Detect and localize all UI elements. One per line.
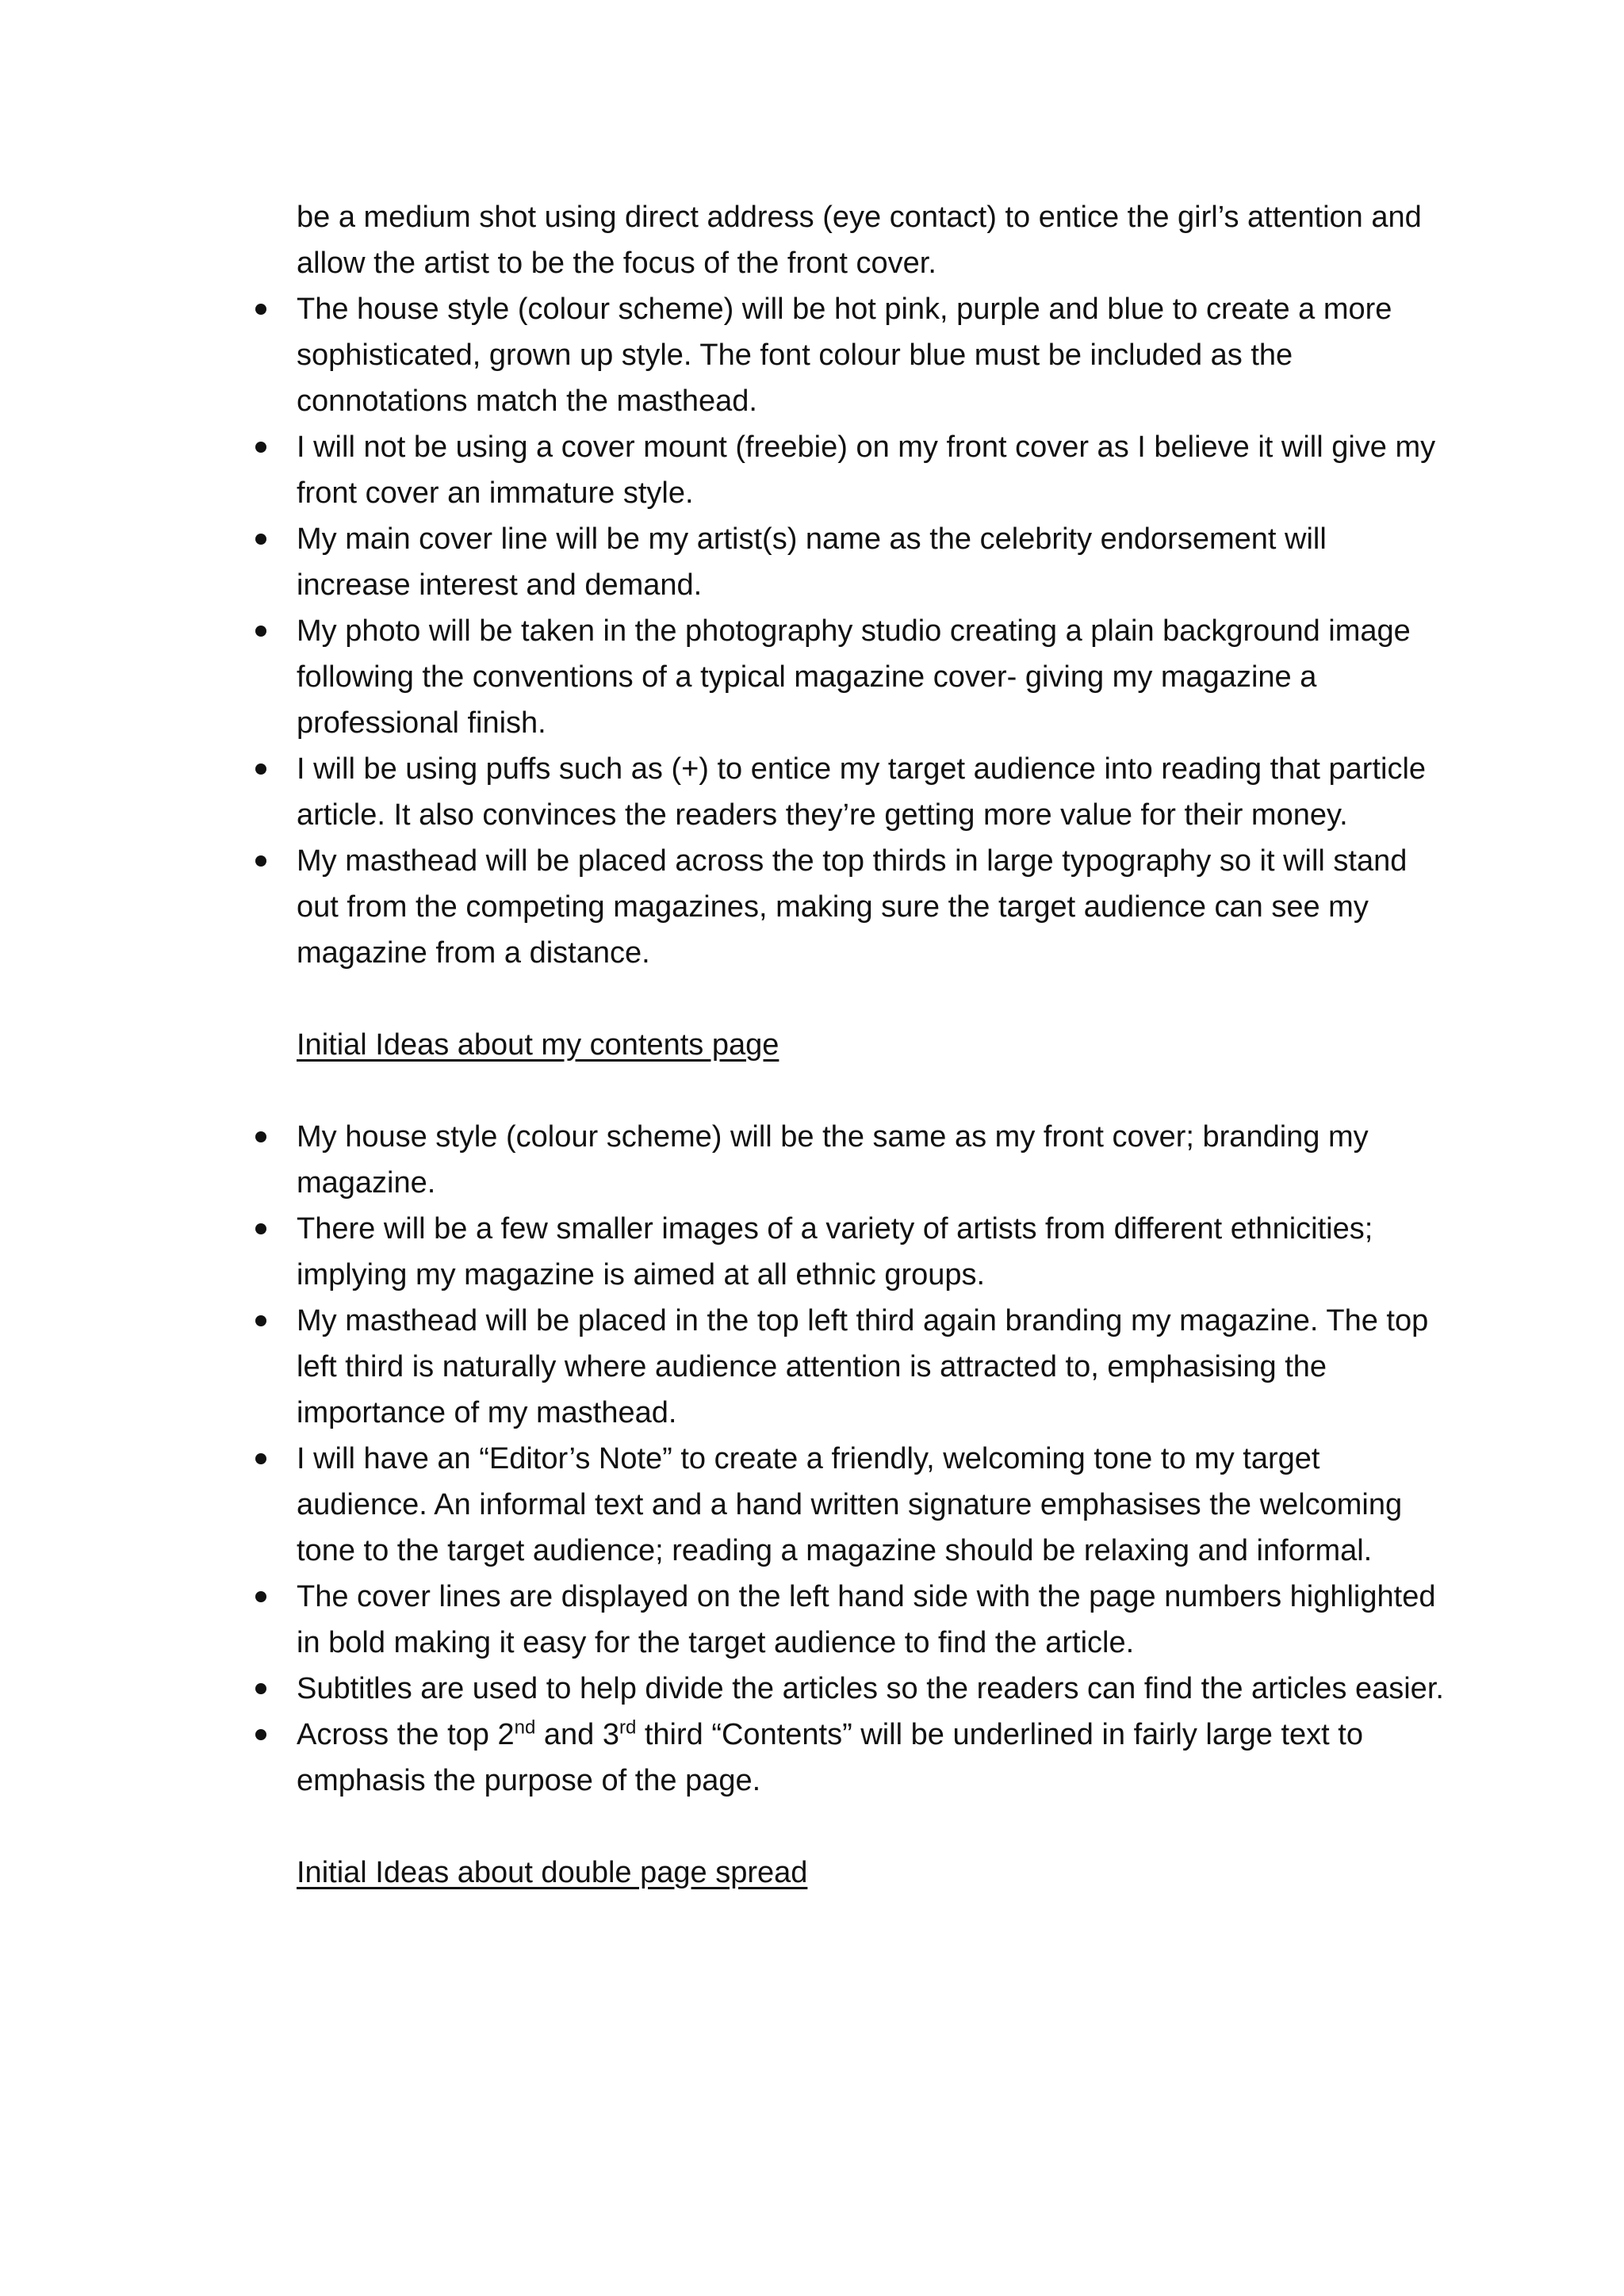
bullet-icon	[255, 1729, 266, 1740]
spacer	[297, 976, 1446, 1022]
contents-bullet-list	[297, 1114, 1446, 1804]
ordinal-suffix: nd	[514, 1716, 536, 1739]
list-item	[297, 1436, 1446, 1574]
list-item	[297, 286, 1446, 424]
list-item-text: I will have an “Editor’s Note” to create a friendly, welcoming tone to my target audience. An informal text and a hand written signature emphasises the welcoming tone to the target audience; reading a magazine should be relaxing and informal.	[297, 1442, 1403, 1567]
bullet-icon	[255, 442, 266, 453]
last-bullet-part2: and 3	[535, 1718, 619, 1751]
bullet-icon	[255, 1315, 266, 1326]
document-body	[297, 194, 1446, 1896]
bullet-icon	[255, 1223, 266, 1234]
last-bullet-part1: Across the top 2	[297, 1718, 515, 1751]
list-item-text: I will not be using a cover mount (freebie) on my front cover as I believe it will give my front cover an immature style.	[297, 430, 1436, 510]
bullet-icon	[255, 1683, 266, 1694]
list-item-text: I will be using puffs such as (+) to entice my target audience into reading that particle article. It also convinces the readers they’re getting more value for their money.	[297, 752, 1427, 832]
bullet-icon	[255, 1131, 266, 1142]
list-item-text: My main cover line will be my artist(s) name as the celebrity endorsement will increase interest and demand.	[297, 522, 1327, 602]
bullet-icon	[255, 1453, 266, 1464]
spacer	[297, 1804, 1446, 1850]
ordinal-suffix: rd	[619, 1716, 637, 1739]
list-item	[297, 838, 1446, 976]
bullet-icon	[255, 855, 266, 867]
list-item	[297, 1298, 1446, 1436]
bullet-icon	[255, 763, 266, 775]
list-item-text: The house style (colour scheme) will be hot pink, purple and blue to create a more sophisticated, grown up style. The font colour blue must be included as the connotations match the masthead.	[297, 293, 1392, 418]
spacer	[297, 1068, 1446, 1114]
list-item	[297, 746, 1446, 838]
intro-paragraph: be a medium shot using direct address (eye contact) to entice the girl’s attention and allow the artist to be the focus of the front cover.	[297, 201, 1422, 280]
list-item	[297, 516, 1446, 608]
front-cover-bullet-list	[297, 286, 1446, 976]
list-item-text: My photo will be taken in the photography studio creating a plain background image following the conventions of a typical magazine cover- giving my magazine a professional finish.	[297, 614, 1411, 740]
list-item-text: My house style (colour scheme) will be the same as my front cover; branding my magazine.	[297, 1120, 1369, 1200]
list-item	[297, 1666, 1446, 1712]
list-item	[297, 608, 1446, 746]
list-item	[297, 424, 1446, 516]
bullet-icon	[255, 626, 266, 637]
list-item-text: There will be a few smaller images of a variety of artists from different ethnicities; implying my magazine is aimed at all ethnic groups.	[297, 1212, 1373, 1292]
list-item	[297, 1114, 1446, 1206]
last-bullet-part3: third “Contents” will be underlined in fairly large text to emphasis the purpose of the page.	[297, 1718, 1363, 1797]
list-item-text: My masthead will be placed across the top thirds in large typography so it will stand out from the competing magazines, making sure the target audience can see my magazine from a distance.	[297, 844, 1408, 970]
list-item-text: My masthead will be placed in the top left third again branding my magazine. The top left third is naturally where audience attention is attracted to, emphasising the importance of my masthead.	[297, 1304, 1429, 1429]
list-item-text: Subtitles are used to help divide the articles so the readers can find the articles easier.	[297, 1672, 1444, 1705]
contents-heading: Initial Ideas about my contents page	[297, 1028, 779, 1062]
list-item	[297, 1712, 1446, 1804]
bullet-icon	[255, 1591, 266, 1602]
bullet-icon	[255, 534, 266, 545]
spread-heading: Initial Ideas about double page spread	[297, 1856, 808, 1889]
list-item	[297, 1574, 1446, 1666]
bullet-icon	[255, 304, 266, 315]
list-item-text: The cover lines are displayed on the left hand side with the page numbers highlighted in bold making it easy for the target audience to find the article.	[297, 1580, 1436, 1659]
list-item	[297, 1206, 1446, 1298]
